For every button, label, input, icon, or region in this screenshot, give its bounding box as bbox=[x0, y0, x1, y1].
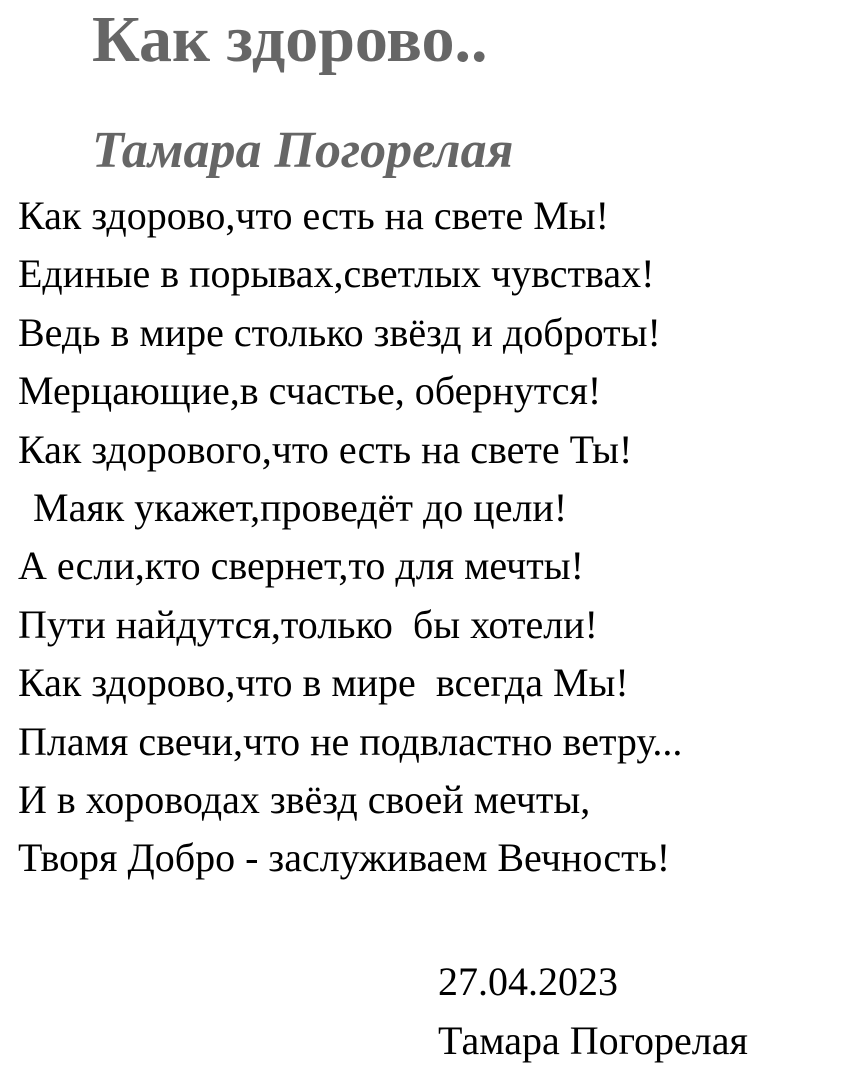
poem-body bbox=[18, 187, 682, 888]
poem-line: Творя Добро - заслуживаем Вечность! bbox=[18, 835, 671, 881]
poem-line: Мерцающие,в счастье, обернутся! bbox=[18, 368, 602, 414]
author-heading: Тамара Погорелая bbox=[92, 122, 514, 179]
poem-line: Единые в порывах,светлых чувствах! bbox=[18, 251, 655, 297]
poem-line: Как здорово,что в мире всегда Мы! bbox=[18, 660, 629, 706]
poem-line: А если,кто свернет,то для мечты! bbox=[18, 543, 584, 589]
author-signature: Тамара Погорелая bbox=[438, 1018, 748, 1063]
poem-title: Как здорово.. bbox=[92, 3, 488, 76]
poem-line: Как здоровогo,что есть на свете Ты! bbox=[18, 426, 633, 472]
poem-line: Ведь в мире столько звёзд и доброты! bbox=[18, 309, 661, 355]
poem-line: Пути найдутся,только бы хотели! bbox=[18, 601, 598, 647]
poem-date: 27.04.2023 bbox=[438, 959, 618, 1004]
poem-line: Маяк укажет,проведёт до цели! bbox=[33, 484, 568, 530]
poem-line: И в хороводах звёзд своей мечты, bbox=[18, 776, 591, 822]
poem-line: Как здорово,что есть на свете Мы! bbox=[18, 193, 609, 238]
poem-line: Пламя свечи,что не подвластно ветру... bbox=[18, 718, 683, 764]
